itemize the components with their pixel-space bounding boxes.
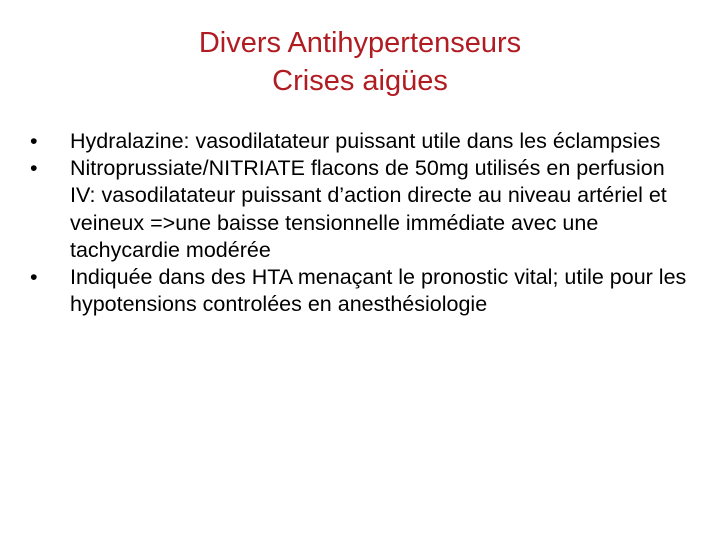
bullet-item-nitroprussiate (28, 155, 690, 264)
bullet-icon: • (30, 129, 38, 153)
bullet-icon: • (30, 265, 38, 290)
bullet-list (28, 128, 690, 318)
bullet-text: Hydralazine: vasodilatateur puissant utile dans les éclampsies (70, 129, 661, 153)
bullet-text: Indiquée dans des HTA menaçant le pronostic vital; utile pour les hypotensions controlées en anesthésiologie (70, 265, 687, 317)
bullet-item-hydralazine (28, 128, 690, 155)
bullet-item-indication (28, 264, 690, 318)
slide-title-line-2: Crises aigües (272, 65, 448, 97)
bullet-text: Nitroprussiate/NITRIATE flacons de 50mg utilisés en perfusion IV: vasodilatateur puissant d’action directe au niveau artériel et veineux =>une baisse tensionnelle immédiate avec une tachycardie modérée (70, 156, 667, 262)
bullet-icon: • (30, 156, 38, 181)
slide-title (0, 24, 720, 100)
slide-title-line-1: Divers Antihypertenseurs (198, 27, 522, 59)
